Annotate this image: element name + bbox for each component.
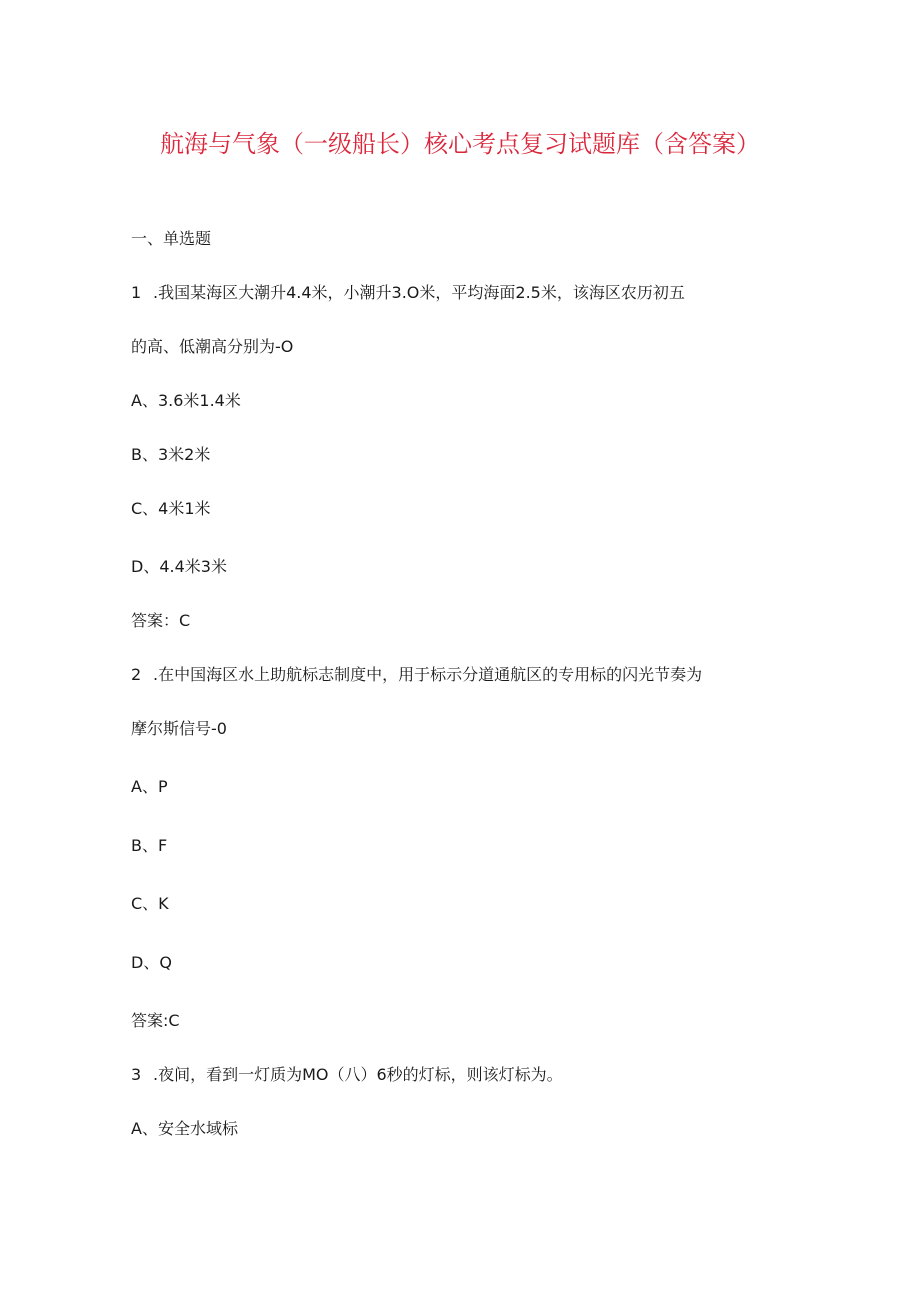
question-number: 2 xyxy=(131,665,142,684)
question-3-option-a: A、安全水域标 xyxy=(131,1119,238,1138)
question-number: 1 xyxy=(131,283,142,302)
question-1-option-b: B、3米2米 xyxy=(131,445,211,464)
question-number: 3 xyxy=(131,1065,142,1084)
document-title: 航海与气象（一级船长）核心考点复习试题库（含答案） xyxy=(160,130,760,158)
question-1-option-c: C、4米1米 xyxy=(131,499,211,518)
question-1-option-a: A、3.6米1.4米 xyxy=(131,391,241,410)
question-1-stem-line2: 的高、低潮高分别为-O xyxy=(131,337,294,356)
question-2-stem-line2: 摩尔斯信号-0 xyxy=(131,719,227,738)
question-2-answer: 答案:C xyxy=(131,1011,180,1030)
question-1-option-d: D、4.4米3米 xyxy=(131,557,227,576)
question-3-stem-line1 xyxy=(131,1065,563,1085)
question-1-answer: 答案：C xyxy=(131,611,191,630)
question-stem-text: .夜间，看到一灯质为MO（八）6秒的灯标，则该灯标为。 xyxy=(153,1065,563,1084)
question-stem-text: .在中国海区水上助航标志制度中，用于标示分道通航区的专用标的闪光节奏为 xyxy=(153,665,703,684)
question-2-stem-line1 xyxy=(131,665,702,685)
question-stem-text: .我国某海区大潮升4.4米，小潮升3.O米，平均海面2.5米，该海区农历初五 xyxy=(153,283,685,302)
question-2-option-d: D、Q xyxy=(131,953,172,972)
question-2-option-c: C、K xyxy=(131,894,169,913)
question-2-option-a: A、P xyxy=(131,777,168,796)
question-1-stem-line1 xyxy=(131,283,685,303)
section-heading: 一、单选题 xyxy=(131,229,212,248)
question-2-option-b: B、F xyxy=(131,836,168,855)
